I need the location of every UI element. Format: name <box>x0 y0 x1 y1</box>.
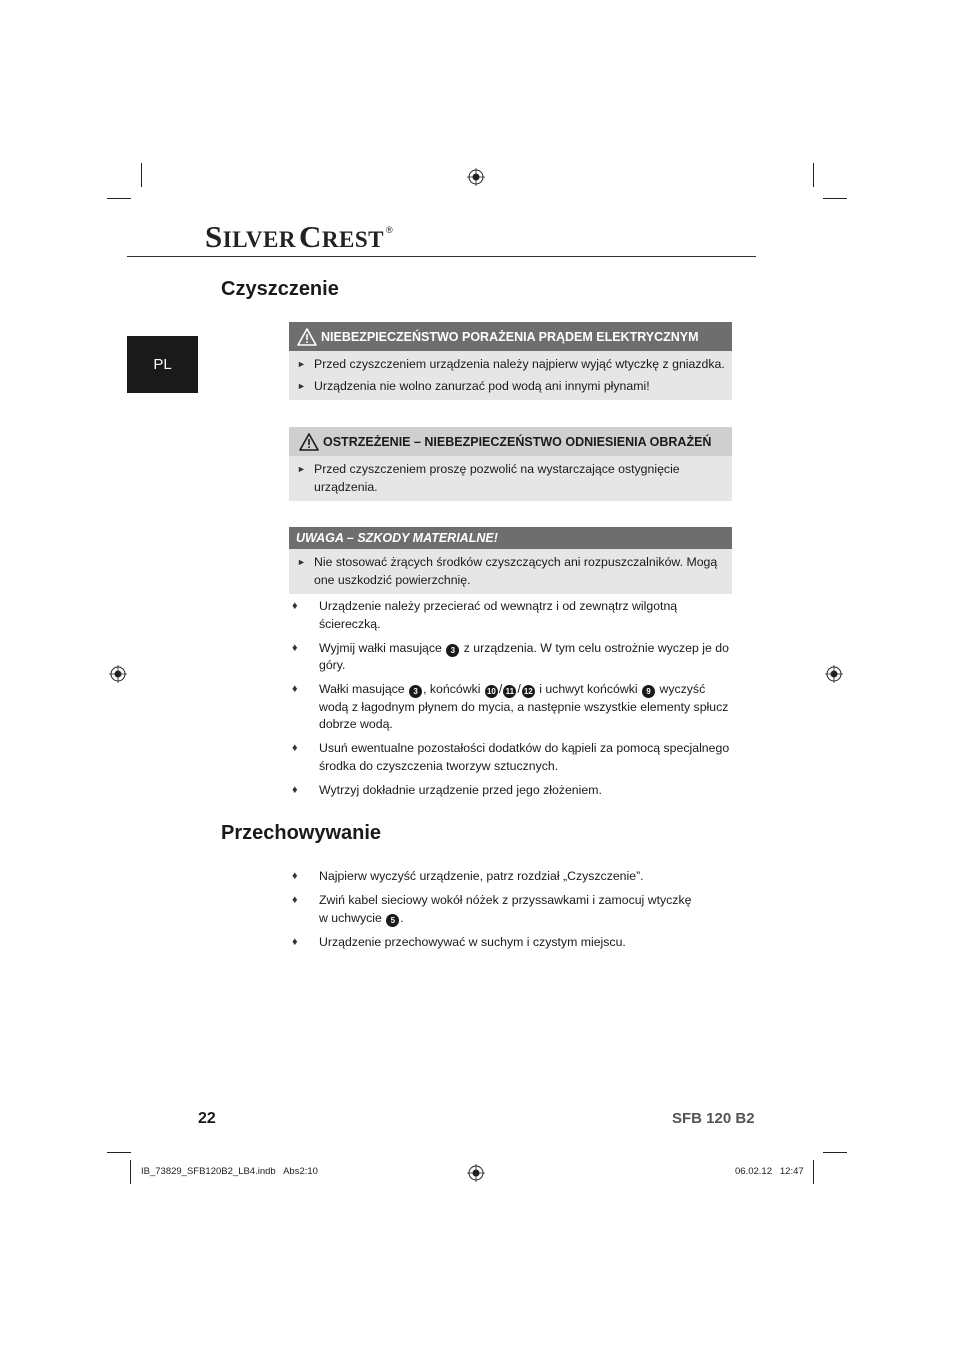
section-title-storage: Przechowywanie <box>221 822 382 844</box>
danger-heading-text: NIEBEZPIECZEŃSTWO PORAŻENIA PRĄDEM ELEKTRYCZNYM <box>321 330 699 344</box>
arrow-right-icon: ► <box>297 381 306 391</box>
crop-mark <box>823 198 847 199</box>
warning-box <box>289 427 732 501</box>
part-number-badge: 5 <box>386 914 399 927</box>
list-item <box>297 460 726 496</box>
arrow-right-icon: ► <box>297 464 306 474</box>
logo-initial: C <box>299 219 322 254</box>
part-number-badge: 11 <box>503 685 516 698</box>
registered-mark: ® <box>385 225 394 235</box>
diamond-bullet-icon: ♦ <box>292 683 298 695</box>
warning-triangle-icon <box>299 433 319 451</box>
notice-heading <box>289 527 732 549</box>
step-text: Urządzenie przechowywać w suchym i czystym miejscu. <box>319 934 626 949</box>
arrow-right-icon: ► <box>297 557 306 567</box>
step-text-part: z urządzenia. W tym celu ostrożnie wyczep je do góry. <box>319 640 729 672</box>
print-slug-left: IB_73829_SFB120B2_LB4.indb Abs2:10 <box>141 1166 318 1177</box>
danger-item-text: Urządzenia nie wolno zanurzać pod wodą ani innymi płynami! <box>314 379 650 393</box>
step-text: Najpierw wyczyść urządzenie, patrz rozdział „Czyszczenie”. <box>319 869 644 883</box>
step-text: Urządzenie należy przecierać od wewnątrz i od zewnątrz wilgotną ściereczką. <box>319 599 678 631</box>
registration-mark-icon <box>467 1164 485 1182</box>
list-item <box>289 640 732 675</box>
diamond-bullet-icon: ♦ <box>292 742 298 754</box>
step-text: Wytrzyj dokładnie urządzenie przed jego złożeniem. <box>319 782 602 797</box>
storage-steps <box>289 868 732 958</box>
model-number: SFB 120 B2 <box>672 1110 755 1127</box>
step-text <box>319 681 732 734</box>
step-text-part: , końcówki <box>423 682 481 696</box>
step-text-part: wyczyść wodą z łagodnym płynem do mycia, a następnie wszystkie elementy spłucz dobrze wodą. <box>319 682 729 731</box>
list-item <box>289 892 732 927</box>
registration-mark-icon <box>109 665 127 683</box>
list-item <box>297 377 726 395</box>
logo-text: REST <box>321 227 384 252</box>
list-item <box>289 868 732 886</box>
list-item <box>297 355 726 373</box>
step-text <box>319 640 732 675</box>
logo-initial: S <box>205 219 223 254</box>
list-item <box>289 598 732 633</box>
crop-mark <box>130 1160 131 1184</box>
list-item <box>289 681 732 734</box>
part-number-badge: 3 <box>409 685 422 698</box>
notice-box <box>289 527 732 594</box>
registration-mark-icon <box>467 168 485 186</box>
crop-mark <box>813 1160 814 1184</box>
step-text-part: Wyjmij wałki masujące <box>319 640 442 655</box>
diamond-bullet-icon: ♦ <box>292 870 298 882</box>
danger-box <box>289 322 732 400</box>
section-title-cleaning: Czyszczenie <box>221 278 339 300</box>
list-item <box>297 553 726 589</box>
registration-mark-icon <box>825 665 843 683</box>
separator: / <box>517 682 521 696</box>
notice-item-text: Nie stosować żrących środków czyszczących ani rozpuszczalników. Mogą one uszkodzić powierzchnię. <box>314 555 718 587</box>
print-slug-right: 06.02.12 12:47 <box>735 1166 804 1177</box>
warning-triangle-icon <box>297 328 317 346</box>
page-number: 22 <box>198 1110 216 1127</box>
crop-mark <box>141 163 142 187</box>
diamond-bullet-icon: ♦ <box>292 935 298 948</box>
notice-heading-text: UWAGA – SZKODY MATERIALNE! <box>296 531 498 545</box>
list-item <box>289 782 732 800</box>
danger-heading <box>289 322 732 351</box>
step-text-part: . <box>400 910 404 925</box>
warning-item-text: Przed czyszczeniem proszę pozwolić na wystarczające ostygnięcie urządzenia. <box>314 462 680 494</box>
crop-mark <box>823 1152 847 1153</box>
diamond-bullet-icon: ♦ <box>292 894 298 906</box>
crop-mark <box>107 198 131 199</box>
header-rule <box>127 256 756 257</box>
diamond-bullet-icon: ♦ <box>292 600 298 612</box>
crop-mark <box>813 163 814 187</box>
step-text-part: i uchwyt końcówki <box>539 682 638 696</box>
crop-mark <box>107 1152 131 1153</box>
list-item <box>289 934 732 952</box>
warning-heading <box>289 427 732 456</box>
language-tab: PL <box>127 336 198 393</box>
part-number-badge: 9 <box>642 685 655 698</box>
logo-text: ILVER <box>222 227 296 252</box>
brand-logo <box>205 219 393 253</box>
step-text-part: Zwiń kabel sieciowy wokół nóżek z przyssawkami i zamocuj wtyczkę w uchwycie <box>319 893 692 925</box>
step-text: Usuń ewentualne pozostałości dodatków do kąpieli za pomocą specjalnego środka do czyszczenia tworzyw sztucznych. <box>319 741 730 773</box>
step-text-part: Wałki masujące <box>319 682 405 696</box>
part-number-badge: 12 <box>522 685 535 698</box>
part-number-badge: 10 <box>485 685 498 698</box>
part-number-badge: 3 <box>446 644 459 657</box>
diamond-bullet-icon: ♦ <box>292 783 298 796</box>
arrow-right-icon: ► <box>297 359 306 369</box>
step-text <box>319 892 702 927</box>
warning-heading-text: OSTRZEŻENIE – NIEBEZPIECZEŃSTWO ODNIESIENIA OBRAŻEŃ <box>323 435 712 449</box>
cleaning-steps <box>289 598 732 806</box>
separator: / <box>498 682 503 696</box>
diamond-bullet-icon: ♦ <box>292 641 298 654</box>
list-item <box>289 740 732 775</box>
danger-item-text: Przed czyszczeniem urządzenia należy najpierw wyjąć wtyczkę z gniazdka. <box>314 357 725 371</box>
